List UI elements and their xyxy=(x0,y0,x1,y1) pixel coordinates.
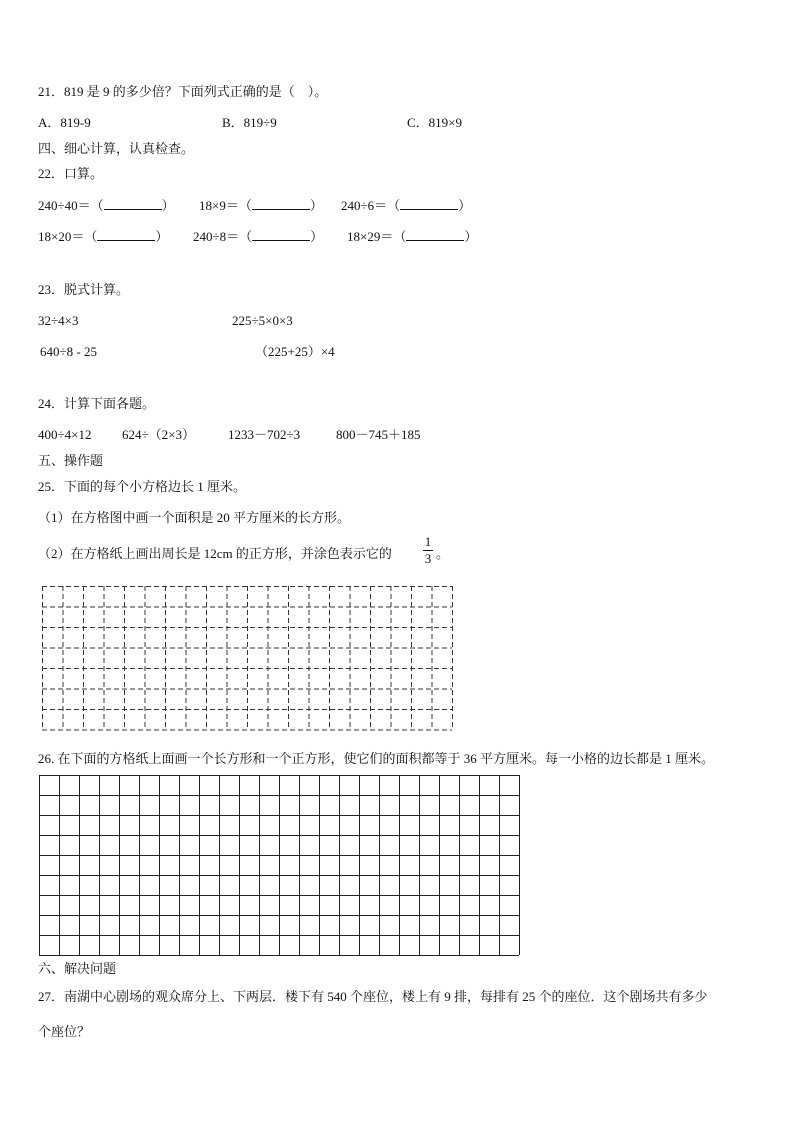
q22-close-1: ） xyxy=(161,198,175,213)
section-5-heading: 五、操作题 xyxy=(38,453,104,468)
q24-title: 24．计算下面各题。 xyxy=(38,396,156,411)
q22-item-4 xyxy=(38,229,168,245)
dashed-square-grid[interactable] xyxy=(40,584,456,732)
answer-blank-4[interactable] xyxy=(97,229,155,241)
q22-expr-5: 240÷8＝（ xyxy=(193,229,253,244)
q22-item-2 xyxy=(199,198,323,214)
q22-expr-6: 18×29＝（ xyxy=(347,229,407,244)
q23-item-2: 225÷5×0×3 xyxy=(232,313,293,328)
q23-item-1: 32÷4×3 xyxy=(38,313,79,328)
q22-item-5 xyxy=(193,229,323,245)
q21-option-a: A．819-9 xyxy=(38,115,91,130)
q22-title: 22．口算。 xyxy=(38,166,104,181)
q27-line-1: 27．南湖中心剧场的观众席分上、下两层．楼下有 540 个座位，楼上有 9 排，每排有 25 个的座位．这个剧场共有多少 xyxy=(38,989,708,1004)
q22-expr-1: 240÷40＝（ xyxy=(38,198,104,213)
q22-close-2: ） xyxy=(309,198,323,213)
q22-item-6 xyxy=(347,229,477,245)
q22-item-1 xyxy=(38,198,175,214)
answer-blank-3[interactable] xyxy=(400,198,458,210)
q25-part-2: （2）在方格纸上画出周长是 12cm 的正方形，并涂色表示它的 xyxy=(38,546,392,561)
answer-blank-2[interactable] xyxy=(252,198,310,210)
fraction-denominator: 3 xyxy=(424,551,432,566)
section-6-heading: 六、解决问题 xyxy=(38,961,117,976)
answer-blank-6[interactable] xyxy=(406,229,464,241)
q22-item-3 xyxy=(341,198,471,214)
fraction-numerator: 1 xyxy=(424,534,432,549)
q25-part-1: （1）在方格图中画一个面积是 20 平方厘米的长方形。 xyxy=(38,510,351,525)
q25-title: 25．下面的每个小方格边长 1 厘米。 xyxy=(38,479,247,494)
q22-close-3: ） xyxy=(458,198,472,213)
q25-part-2-end: 。 xyxy=(436,546,450,561)
fraction-one-third xyxy=(423,535,433,566)
q26-stem: 26. 在下面的方格纸上面画一个长方形和一个正方形，使它们的面积都等于 36 平方厘米。每一小格的边长都是 1 厘米。 xyxy=(38,751,715,766)
q21-option-c: C．819×9 xyxy=(407,115,463,130)
q22-close-6: ） xyxy=(464,229,478,244)
q24-item-4: 800－745＋185 xyxy=(336,427,421,442)
answer-blank-5[interactable] xyxy=(252,229,310,241)
solid-square-grid[interactable] xyxy=(38,774,522,958)
q23-item-4: （225+25）×4 xyxy=(255,344,335,359)
q23-item-3: 640÷8 - 25 xyxy=(40,344,97,359)
q22-expr-3: 240÷6＝（ xyxy=(341,198,401,213)
q24-item-3: 1233－702÷3 xyxy=(228,427,301,442)
q22-expr-4: 18×20＝（ xyxy=(38,229,98,244)
q22-close-5: ） xyxy=(310,229,324,244)
q21-option-b: B．819÷9 xyxy=(222,115,277,130)
q23-title: 23．脱式计算。 xyxy=(38,282,130,297)
section-4-heading: 四、细心计算，认真检查。 xyxy=(38,141,195,156)
q24-item-1: 400÷4×12 xyxy=(38,427,92,442)
q27-line-2: 个座位？ xyxy=(38,1024,91,1039)
q22-close-4: ） xyxy=(155,229,169,244)
q22-expr-2: 18×9＝（ xyxy=(199,198,252,213)
answer-blank-1[interactable] xyxy=(104,198,162,210)
q21-stem: 21．819 是 9 的多少倍？下面列式正确的是（ ）。 xyxy=(38,84,328,99)
q24-item-2: 624÷（2×3） xyxy=(122,427,195,442)
